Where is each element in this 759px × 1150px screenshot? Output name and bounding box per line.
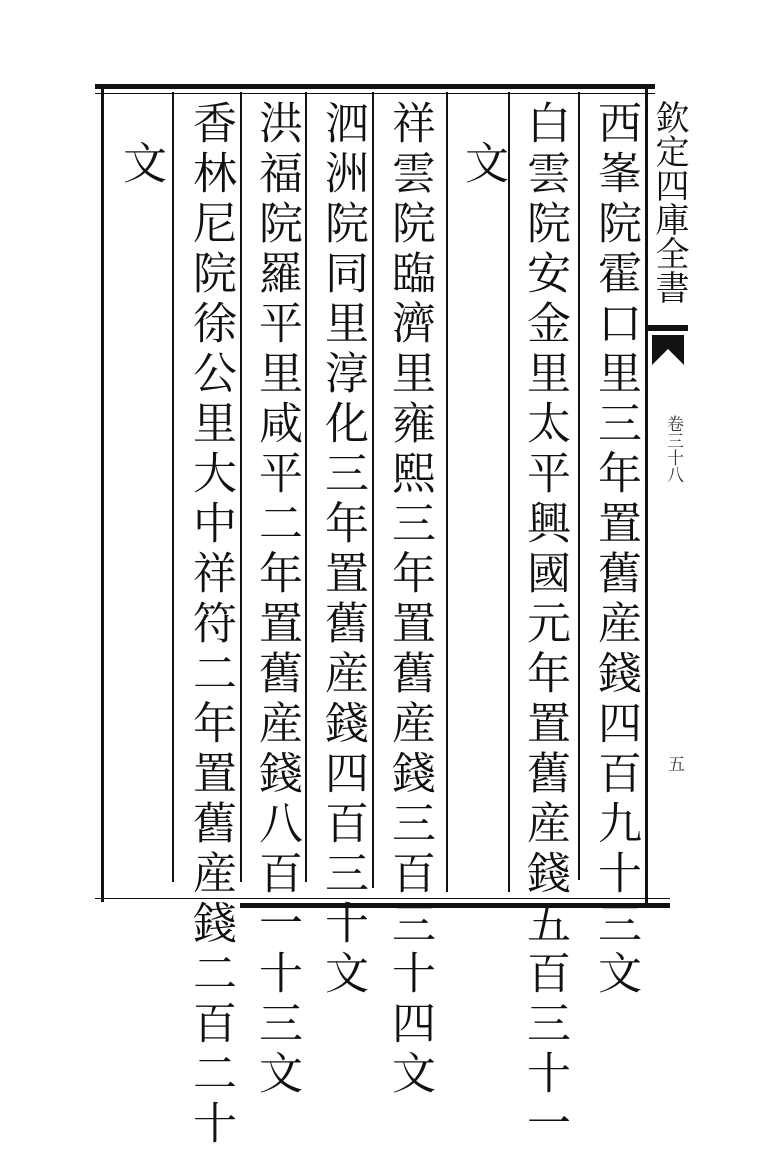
column-divider xyxy=(578,92,580,880)
book-title: 欽定四庫全書 xyxy=(649,100,689,304)
column-text: 祥雲院臨濟里雍熙三年置舊産錢三百三十四文 xyxy=(384,100,435,1100)
text-column-6 xyxy=(246,100,306,1100)
column-divider xyxy=(240,92,242,882)
frame-top-inner-border xyxy=(95,93,655,94)
frame-top-border xyxy=(95,84,655,89)
column-divider xyxy=(508,92,510,892)
column-text: 泗洲院同里淳化三年置舊産錢四百三十文 xyxy=(317,100,368,1000)
column-text: 香林尼院徐公里大中祥符二年置舊産錢二百二十 xyxy=(185,100,236,1150)
text-column-3 xyxy=(452,140,512,190)
column-text: 洪福院羅平里咸平二年置舊産錢八百一十三文 xyxy=(251,100,302,1100)
text-column-5 xyxy=(312,100,372,1000)
column-divider xyxy=(446,92,448,892)
text-column-7 xyxy=(180,100,240,1150)
page-number: 五 xyxy=(664,755,684,772)
text-column-4 xyxy=(379,100,439,1100)
column-divider xyxy=(172,92,174,882)
text-column-2 xyxy=(514,100,574,1150)
fish-tail-mark-icon xyxy=(648,325,688,369)
juan-number: 卷三十八 xyxy=(663,415,683,483)
frame-left-border xyxy=(101,88,104,902)
column-divider xyxy=(372,92,374,888)
text-column-8 xyxy=(110,140,170,190)
column-text: 西峯院霍口里三年置舊産錢四百九十三文 xyxy=(590,100,641,1000)
column-text: 文 xyxy=(457,140,508,190)
column-text: 白雲院安金里太平興國元年置舊産錢五百三十一 xyxy=(519,100,570,1150)
column-text: 文 xyxy=(115,140,166,190)
text-column-1 xyxy=(585,100,645,1000)
